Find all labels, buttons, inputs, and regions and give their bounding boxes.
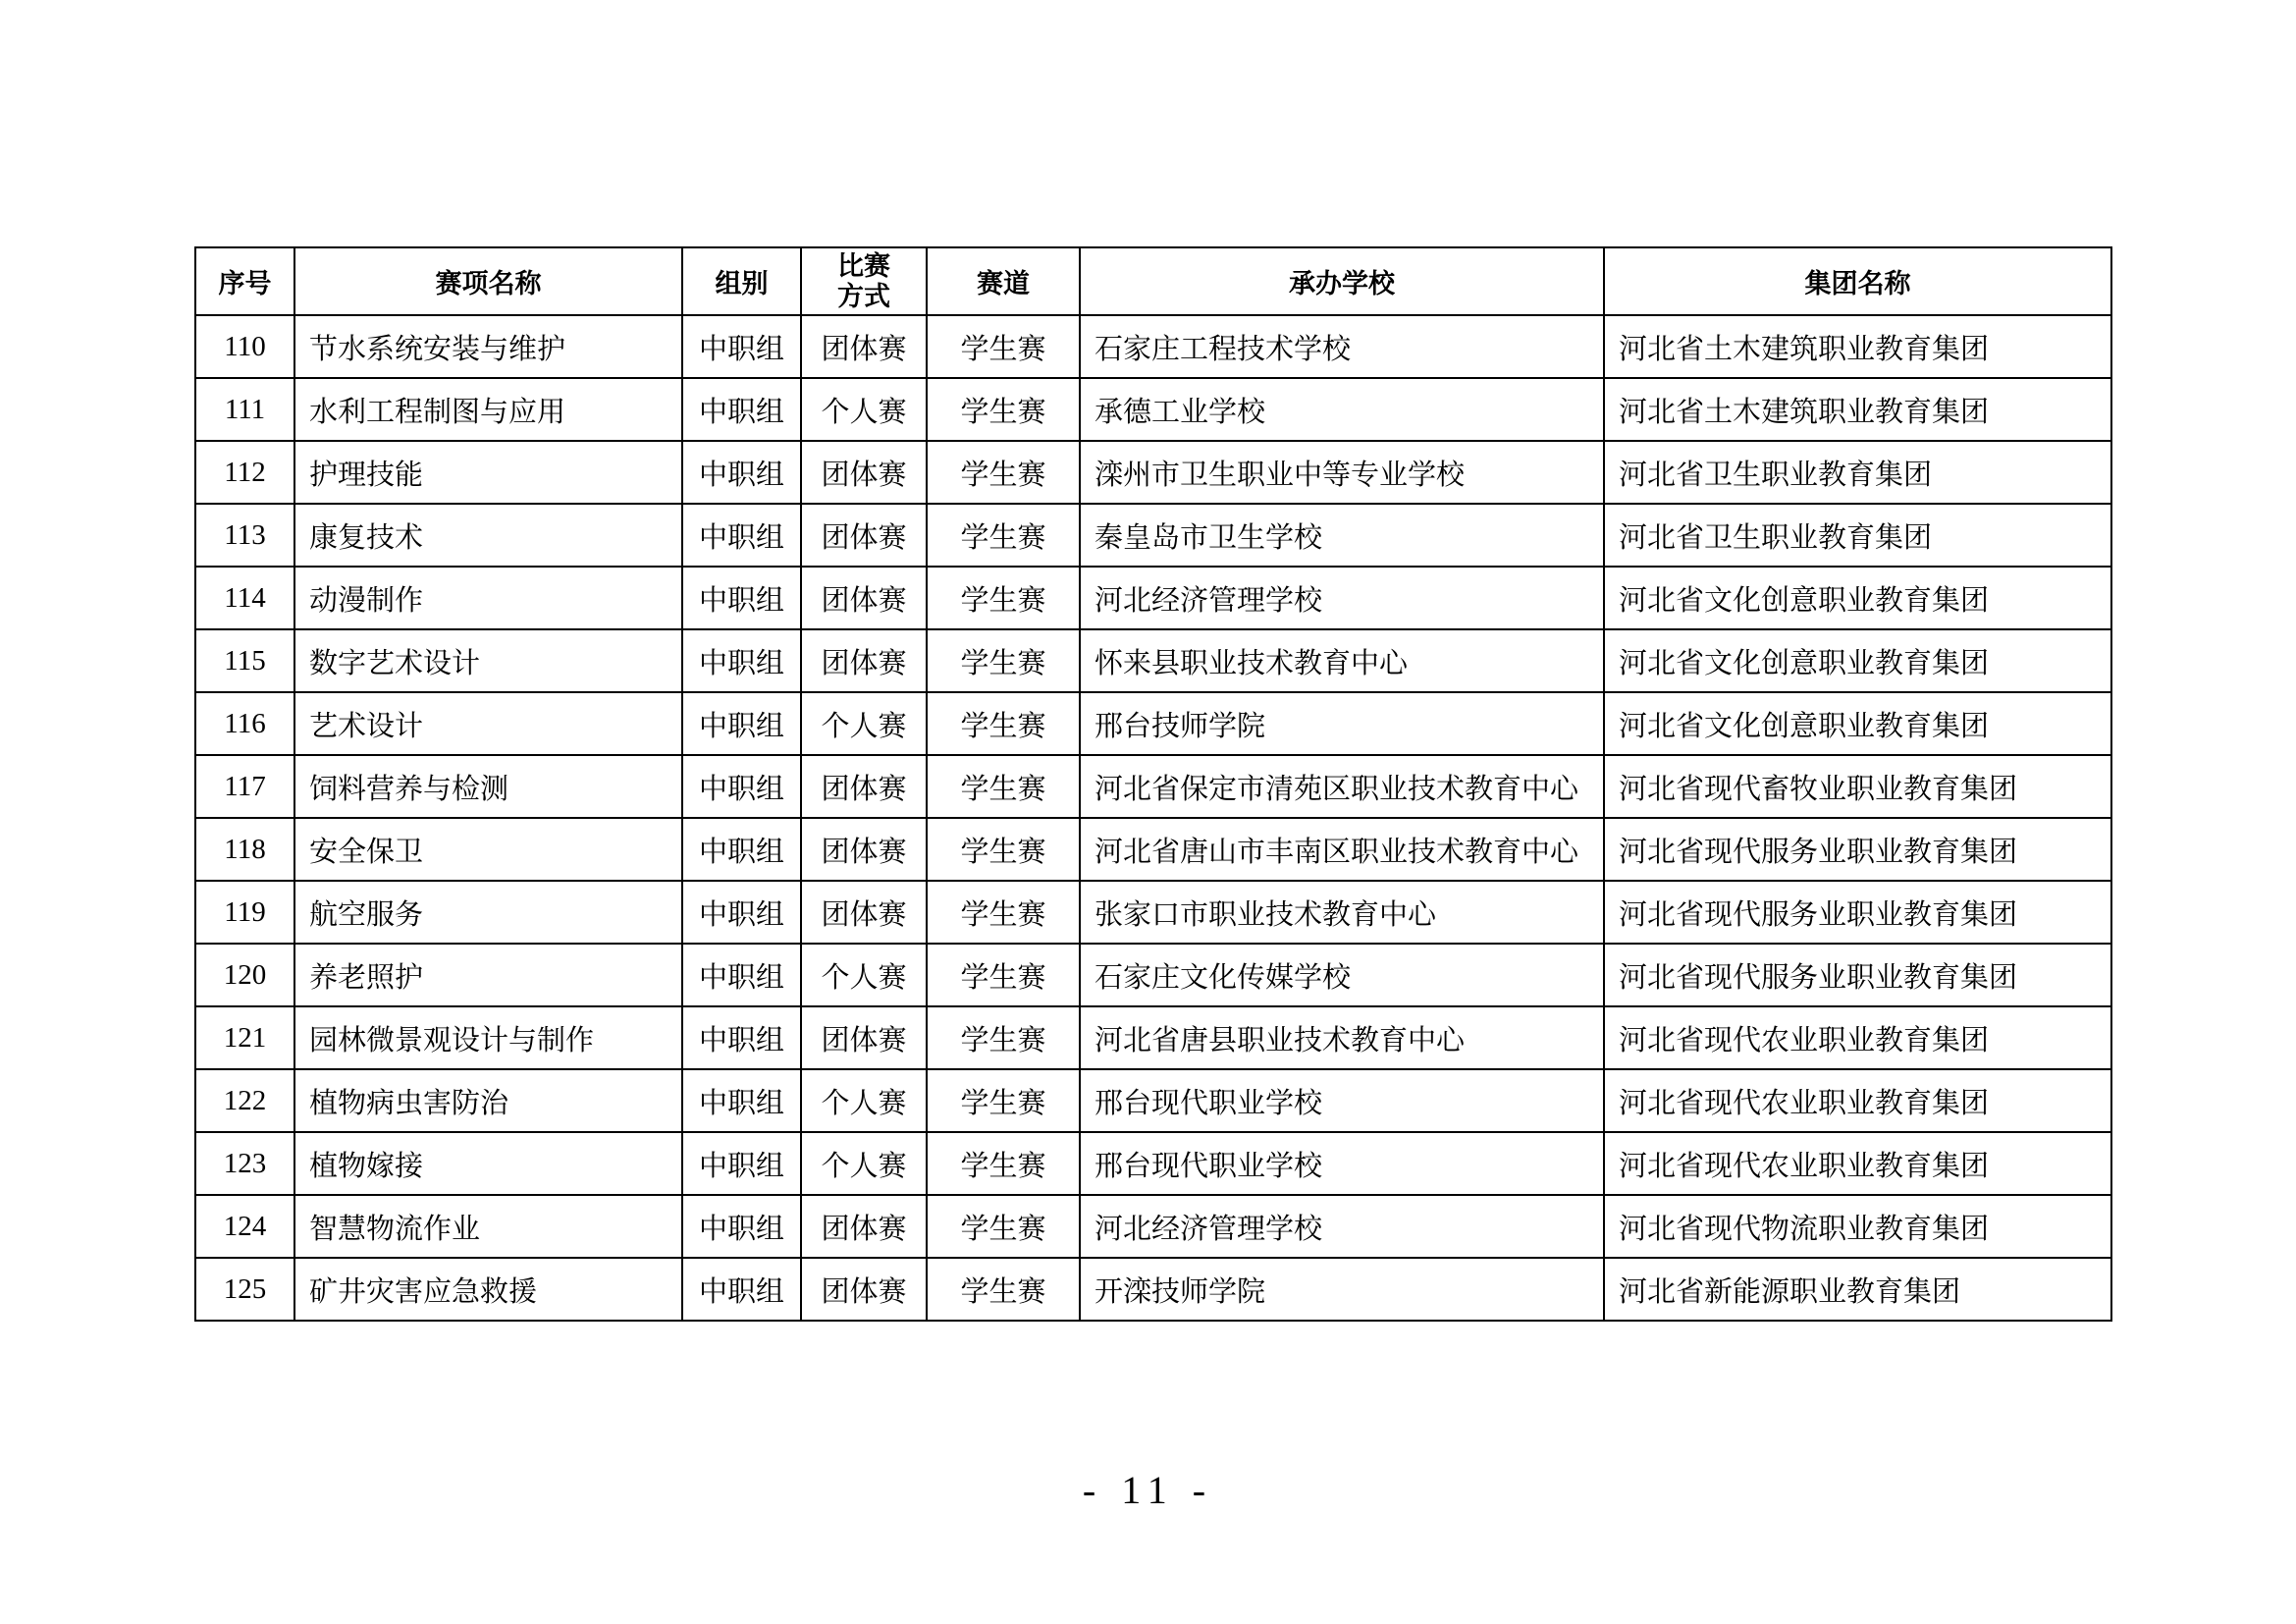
cell-event-name: 矿井灾害应急救援 [294, 1258, 682, 1321]
table-row [195, 1258, 2111, 1321]
header-group-name: 集团名称 [1604, 247, 2111, 315]
table-row [195, 1006, 2111, 1069]
header-row [195, 247, 2111, 315]
page-number: - 11 - [1082, 1468, 1214, 1512]
header-mode-line1: 比赛 [837, 250, 890, 282]
table-row [195, 818, 2111, 881]
cell-track: 学生赛 [927, 567, 1080, 629]
cell-mode: 个人赛 [801, 1069, 927, 1132]
cell-track: 学生赛 [927, 441, 1080, 504]
cell-no: 124 [195, 1195, 294, 1258]
cell-host-school: 开滦技师学院 [1080, 1258, 1604, 1321]
cell-track: 学生赛 [927, 378, 1080, 441]
cell-mode: 团体赛 [801, 315, 927, 378]
cell-group-name: 河北省文化创意职业教育集团 [1604, 692, 2111, 755]
cell-mode: 团体赛 [801, 1006, 927, 1069]
cell-group-name: 河北省现代物流职业教育集团 [1604, 1195, 2111, 1258]
cell-track: 学生赛 [927, 504, 1080, 567]
cell-no: 112 [195, 441, 294, 504]
cell-no: 114 [195, 567, 294, 629]
cell-host-school: 张家口市职业技术教育中心 [1080, 881, 1604, 944]
cell-group-name: 河北省现代畜牧业职业教育集团 [1604, 755, 2111, 818]
cell-level: 中职组 [682, 629, 801, 692]
table-row [195, 881, 2111, 944]
cell-track: 学生赛 [927, 881, 1080, 944]
cell-event-name: 动漫制作 [294, 567, 682, 629]
cell-no: 115 [195, 629, 294, 692]
table-row [195, 504, 2111, 567]
cell-host-school: 河北省唐山市丰南区职业技术教育中心 [1080, 818, 1604, 881]
cell-host-school: 邢台技师学院 [1080, 692, 1604, 755]
cell-mode: 团体赛 [801, 818, 927, 881]
cell-event-name: 智慧物流作业 [294, 1195, 682, 1258]
cell-no: 110 [195, 315, 294, 378]
cell-group-name: 河北省土木建筑职业教育集团 [1604, 315, 2111, 378]
cell-host-school: 石家庄工程技术学校 [1080, 315, 1604, 378]
cell-group-name: 河北省现代农业职业教育集团 [1604, 1069, 2111, 1132]
table-row [195, 378, 2111, 441]
cell-mode: 团体赛 [801, 504, 927, 567]
cell-event-name: 数字艺术设计 [294, 629, 682, 692]
table-header [195, 247, 2111, 315]
cell-host-school: 邢台现代职业学校 [1080, 1132, 1604, 1195]
cell-host-school: 邢台现代职业学校 [1080, 1069, 1604, 1132]
cell-event-name: 水利工程制图与应用 [294, 378, 682, 441]
cell-no: 119 [195, 881, 294, 944]
cell-track: 学生赛 [927, 755, 1080, 818]
table-row [195, 692, 2111, 755]
header-event-name: 赛项名称 [294, 247, 682, 315]
cell-track: 学生赛 [927, 944, 1080, 1006]
cell-level: 中职组 [682, 1069, 801, 1132]
cell-level: 中职组 [682, 504, 801, 567]
cell-level: 中职组 [682, 378, 801, 441]
cell-no: 111 [195, 378, 294, 441]
cell-event-name: 养老照护 [294, 944, 682, 1006]
cell-no: 121 [195, 1006, 294, 1069]
cell-mode: 团体赛 [801, 441, 927, 504]
cell-host-school: 石家庄文化传媒学校 [1080, 944, 1604, 1006]
cell-mode: 团体赛 [801, 629, 927, 692]
header-no: 序号 [195, 247, 294, 315]
header-mode-line2: 方式 [837, 281, 890, 312]
cell-event-name: 园林微景观设计与制作 [294, 1006, 682, 1069]
header-level: 组别 [682, 247, 801, 315]
cell-event-name: 植物病虫害防治 [294, 1069, 682, 1132]
cell-track: 学生赛 [927, 1132, 1080, 1195]
cell-group-name: 河北省文化创意职业教育集团 [1604, 567, 2111, 629]
cell-group-name: 河北省卫生职业教育集团 [1604, 504, 2111, 567]
cell-event-name: 饲料营养与检测 [294, 755, 682, 818]
cell-event-name: 植物嫁接 [294, 1132, 682, 1195]
cell-no: 118 [195, 818, 294, 881]
cell-no: 116 [195, 692, 294, 755]
cell-level: 中职组 [682, 1258, 801, 1321]
header-mode [801, 247, 927, 315]
cell-group-name: 河北省现代服务业职业教育集团 [1604, 881, 2111, 944]
table-row [195, 567, 2111, 629]
cell-mode: 团体赛 [801, 1195, 927, 1258]
cell-track: 学生赛 [927, 1069, 1080, 1132]
cell-level: 中职组 [682, 1195, 801, 1258]
cell-event-name: 护理技能 [294, 441, 682, 504]
cell-group-name: 河北省现代农业职业教育集团 [1604, 1006, 2111, 1069]
table-row [195, 1195, 2111, 1258]
cell-group-name: 河北省现代服务业职业教育集团 [1604, 818, 2111, 881]
cell-track: 学生赛 [927, 818, 1080, 881]
cell-no: 122 [195, 1069, 294, 1132]
cell-host-school: 怀来县职业技术教育中心 [1080, 629, 1604, 692]
cell-track: 学生赛 [927, 1006, 1080, 1069]
cell-group-name: 河北省文化创意职业教育集团 [1604, 629, 2111, 692]
cell-mode: 个人赛 [801, 378, 927, 441]
table-row [195, 441, 2111, 504]
header-host-school: 承办学校 [1080, 247, 1604, 315]
cell-mode: 团体赛 [801, 567, 927, 629]
cell-event-name: 航空服务 [294, 881, 682, 944]
cell-no: 125 [195, 1258, 294, 1321]
cell-track: 学生赛 [927, 1258, 1080, 1321]
cell-group-name: 河北省土木建筑职业教育集团 [1604, 378, 2111, 441]
cell-level: 中职组 [682, 315, 801, 378]
table-row [195, 315, 2111, 378]
cell-level: 中职组 [682, 881, 801, 944]
cell-track: 学生赛 [927, 629, 1080, 692]
cell-level: 中职组 [682, 692, 801, 755]
header-track: 赛道 [927, 247, 1080, 315]
table-row [195, 629, 2111, 692]
table-row [195, 1132, 2111, 1195]
cell-group-name: 河北省新能源职业教育集团 [1604, 1258, 2111, 1321]
cell-level: 中职组 [682, 1132, 801, 1195]
cell-no: 113 [195, 504, 294, 567]
cell-host-school: 河北经济管理学校 [1080, 1195, 1604, 1258]
cell-host-school: 承德工业学校 [1080, 378, 1604, 441]
table-body [195, 315, 2111, 1321]
cell-mode: 个人赛 [801, 692, 927, 755]
cell-level: 中职组 [682, 818, 801, 881]
cell-level: 中职组 [682, 944, 801, 1006]
cell-track: 学生赛 [927, 1195, 1080, 1258]
cell-event-name: 康复技术 [294, 504, 682, 567]
table-row [195, 755, 2111, 818]
cell-host-school: 滦州市卫生职业中等专业学校 [1080, 441, 1604, 504]
cell-track: 学生赛 [927, 692, 1080, 755]
cell-no: 123 [195, 1132, 294, 1195]
cell-mode: 团体赛 [801, 1258, 927, 1321]
cell-host-school: 河北省唐县职业技术教育中心 [1080, 1006, 1604, 1069]
cell-mode: 团体赛 [801, 755, 927, 818]
cell-mode: 个人赛 [801, 1132, 927, 1195]
cell-track: 学生赛 [927, 315, 1080, 378]
cell-no: 117 [195, 755, 294, 818]
cell-event-name: 艺术设计 [294, 692, 682, 755]
table-row [195, 1069, 2111, 1132]
cell-host-school: 河北省保定市清苑区职业技术教育中心 [1080, 755, 1604, 818]
cell-host-school: 河北经济管理学校 [1080, 567, 1604, 629]
cell-host-school: 秦皇岛市卫生学校 [1080, 504, 1604, 567]
cell-group-name: 河北省卫生职业教育集团 [1604, 441, 2111, 504]
cell-event-name: 节水系统安装与维护 [294, 315, 682, 378]
cell-group-name: 河北省现代农业职业教育集团 [1604, 1132, 2111, 1195]
cell-group-name: 河北省现代服务业职业教育集团 [1604, 944, 2111, 1006]
cell-level: 中职组 [682, 567, 801, 629]
cell-level: 中职组 [682, 441, 801, 504]
cell-mode: 团体赛 [801, 881, 927, 944]
cell-mode: 个人赛 [801, 944, 927, 1006]
cell-level: 中职组 [682, 1006, 801, 1069]
competition-table [194, 246, 2112, 1322]
cell-level: 中职组 [682, 755, 801, 818]
cell-event-name: 安全保卫 [294, 818, 682, 881]
table-row [195, 944, 2111, 1006]
cell-no: 120 [195, 944, 294, 1006]
